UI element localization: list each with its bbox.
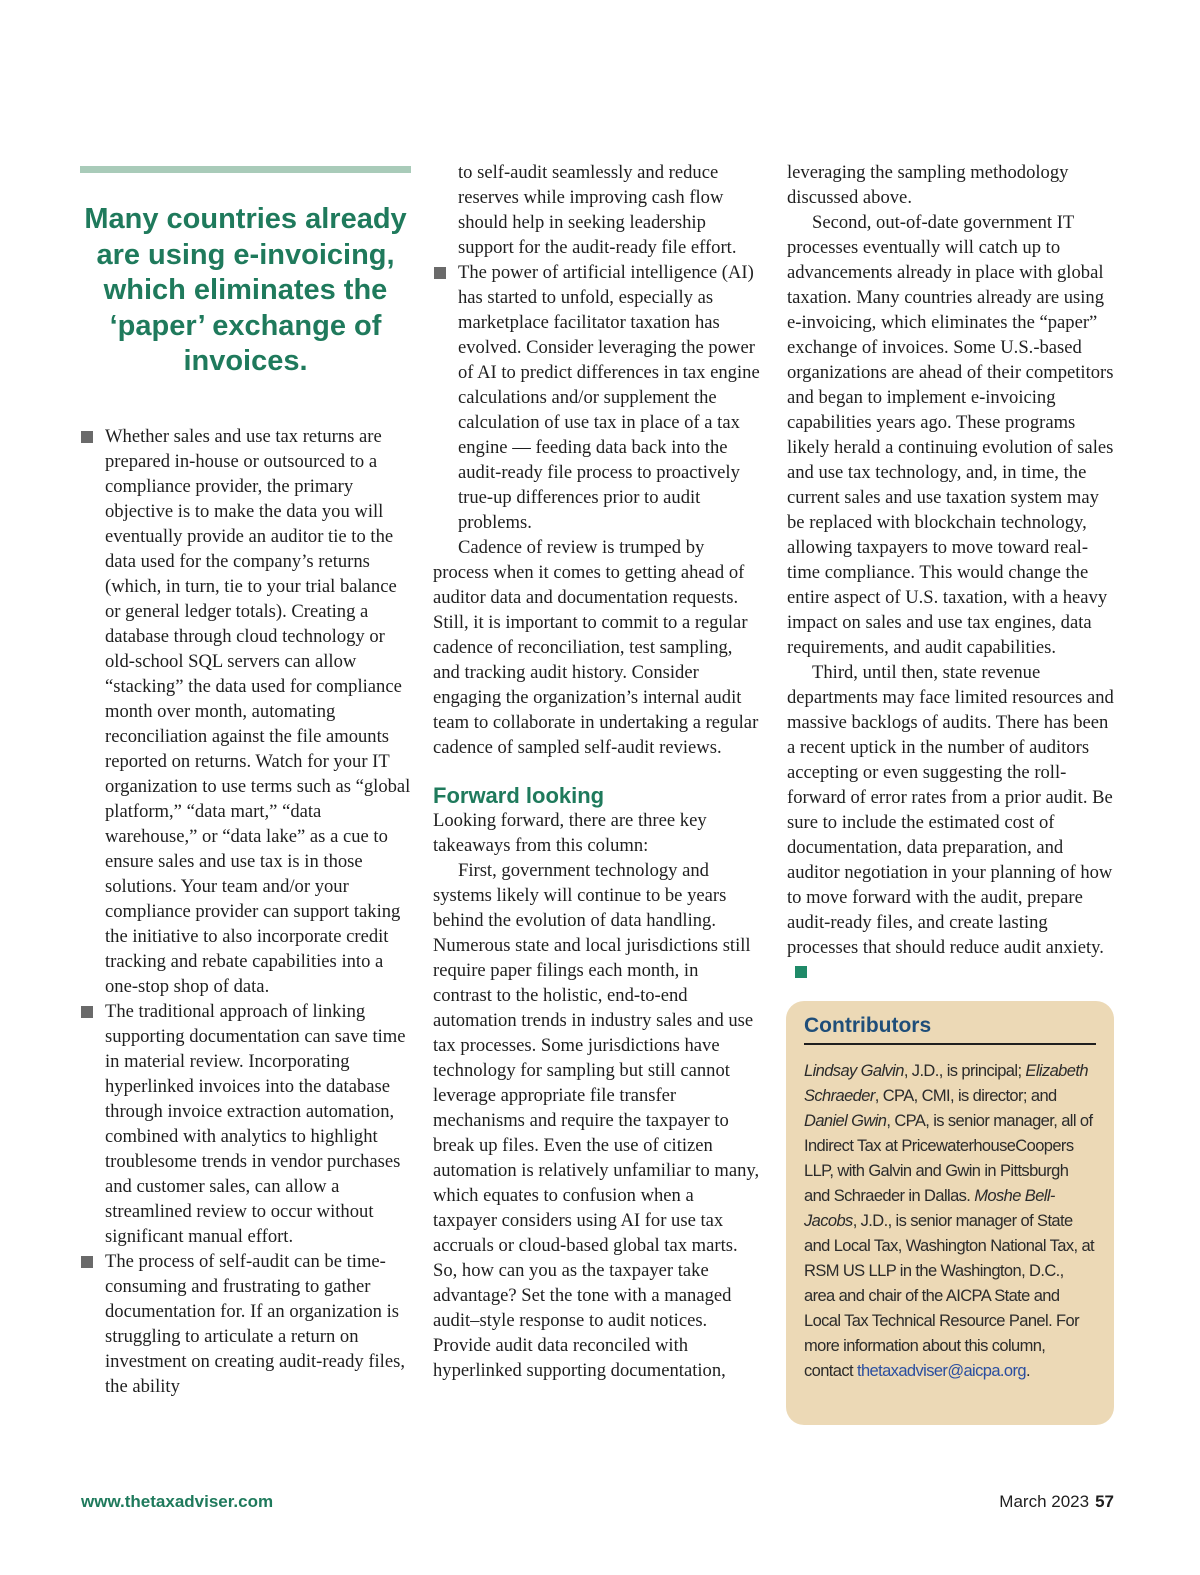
contributor-name: Moshe Bell-Jacobs bbox=[804, 1187, 1055, 1230]
contributor-bio: , CPA, is senior manager, all of Indirect Tax at PricewaterhouseCoopers LLP, with Galvin and Gwin in Pittsburgh and Schraeder in Dallas. bbox=[804, 1112, 1093, 1205]
list-item bbox=[80, 999, 411, 1249]
contributors-text bbox=[804, 1059, 1096, 1384]
bullet-list bbox=[433, 160, 761, 535]
list-item bbox=[80, 1249, 411, 1399]
paragraph-first: First, government technology and systems likely will continue to be years behind the evolution of data handling. Numerous state and local jurisdictions still require paper filings each month, in contrast to the holistic, end-to-end automation trends in industry sales and use tax processes. Some jurisdictions have technology for sampling but still cannot leverage appropriate file transfer mechanisms and require the taxpayer to break up files. Even the use of citizen automation is relatively unfamiliar to many, which equates to confusion when a taxpayer considers using AI for use tax accruals or cloud-based global tax marts. So, how can you as the taxpayer take advantage? Set the tone with a managed audit–style response to audit notices. Provide audit data reconciled with hyperlinked supporting documentation, bbox=[433, 860, 760, 1381]
contributor-bio: , CPA, CMI, is director; and bbox=[874, 1087, 1057, 1105]
paragraph-cadence: Cadence of review is trumped by process when it comes to getting ahead of auditor data and documentation requests. Still, it is important to commit to a regular cadence of reconciliation, test sampling, and tracking audit history. Consider engaging the organization’s internal audit team to collaborate in undertaking a regular cadence of sampled self-audit reviews. bbox=[433, 537, 759, 758]
contributor-name: Elizabeth Schraeder bbox=[804, 1062, 1088, 1105]
bullet-text: The process of self-audit can be time-consuming and frustrating to gather documentation for. If an organization is struggling to articulate a return on investment on creating audit-ready files, the ability bbox=[105, 1250, 405, 1397]
paragraph-intro: Looking forward, there are three key takeaways from this column: bbox=[433, 810, 707, 856]
bullet-list bbox=[80, 424, 411, 1399]
contributor-name: Lindsay Galvin bbox=[804, 1062, 904, 1080]
paragraph-third bbox=[787, 660, 1115, 985]
issue-date: March 2023 bbox=[999, 1492, 1090, 1511]
contributors-box bbox=[786, 1001, 1114, 1425]
square-bullet-icon bbox=[81, 1006, 93, 1018]
contributors-heading: Contributors bbox=[804, 1011, 1096, 1045]
bullet-text: to self-audit seamlessly and reduce reserves while improving cash flow should help in seeking leadership support for the audit-ready file effort. bbox=[458, 162, 737, 258]
bullet-text: The power of artificial intelligence (AI) has started to unfold, especially as marketplace facilitator taxation has evolved. Consider leveraging the power of AI to predict differences in tax engine calculations and/or supplement the calculation of use tax in place of a tax engine — feeding data back into the audit-ready file process to proactively true-up differences prior to audit problems. bbox=[458, 262, 760, 533]
bullet-text: The traditional approach of linking supporting documentation can save time in material review. Incorporating hyperlinked invoices into the database through invoice extraction automation, combined with analytics to highlight troublesome trends in vendor purchases and customer sales, can allow a streamlined review to occur without significant manual effort. bbox=[105, 1000, 406, 1247]
column-1 bbox=[80, 160, 411, 1399]
contributor-name: Daniel Gwin bbox=[804, 1112, 887, 1130]
paragraph-second: Second, out-of-date government IT processes eventually will catch up to advancements already in place with global taxation. Many countries already are using e-invoicing, which eliminates the “paper” exchange of invoices. Some U.S.-based organizations are ahead of their competitors and began to implement e-invoicing capabilities years ago. These programs likely herald a continuing evolution of sales and use tax technology, and, in time, the current sales and use taxation system may be replaced with blockchain technology, allowing taxpayers to move toward real-time compliance. This would change the entire aspect of U.S. taxation, with a heavy impact on sales and use tax engines, data requirements, and audit capabilities. bbox=[787, 212, 1114, 658]
contributor-bio-end: . bbox=[1025, 1362, 1030, 1380]
contact-email-link[interactable]: thetaxadviser@aicpa.org bbox=[856, 1362, 1026, 1380]
contributor-bio: , J.D., is senior manager of State and Local Tax, Washington National Tax, at RSM US LLP in the Washington, D.C., area and chair of the AICPA State and Local Tax Technical Resource Panel. For more information about this column, contact bbox=[804, 1212, 1095, 1380]
list-item bbox=[433, 260, 761, 535]
paragraph-continuation: leveraging the sampling methodology discussed above. bbox=[787, 162, 1069, 208]
square-bullet-icon bbox=[81, 431, 93, 443]
paragraph-third-text: Third, until then, state revenue departments may face limited resources and massive backlogs of audits. There has been a recent uptick in the number of auditors accepting or even suggesting the roll-forward of error rates from a prior audit. Be sure to include the estimated cost of documentation, data preparation, and auditor negotiation in your planning of how to move forward with the audit, prepare audit-ready files, and create lasting processes that should reduce audit anxiety. bbox=[787, 662, 1114, 958]
column-3 bbox=[787, 160, 1115, 985]
bullet-text: Whether sales and use tax returns are prepared in-house or outsourced to a compliance provider, the primary objective is to make the data you will eventually provide an auditor tie to the data used for the company’s returns (which, in turn, tie to your trial balance or general ledger totals). Creating a database through cloud technology or old-school SQL servers can allow “stacking” the data used for compliance month over month, automating reconciliation against the file amounts reported on returns. Watch for your IT organization to use terms such as “global platform,” “data mart,” “data warehouse,” or “data lake” as a cue to ensure sales and use tax is in those solutions. Your team and/or your compliance provider can support taking the initiative to also incorporate credit tracking and rebate capabilities into a one-stop shop of data. bbox=[105, 425, 411, 997]
pull-quote-rule bbox=[80, 166, 411, 173]
list-item-continuation bbox=[433, 160, 761, 260]
footer-website-link[interactable]: www.thetaxadviser.com bbox=[81, 1492, 274, 1511]
pull-quote: Many countries already are using e-invoicing, which eliminates the ‘paper’ exchange of invoices. bbox=[84, 203, 407, 377]
footer-issue bbox=[999, 1492, 1114, 1512]
section-heading: Forward looking bbox=[433, 783, 605, 808]
list-item bbox=[80, 424, 411, 999]
contributor-bio: , J.D., is principal; bbox=[903, 1062, 1026, 1080]
square-bullet-icon bbox=[81, 1256, 93, 1268]
page-number: 57 bbox=[1095, 1492, 1114, 1511]
end-of-article-icon bbox=[795, 966, 807, 978]
square-bullet-icon bbox=[434, 267, 446, 279]
column-2 bbox=[433, 160, 761, 1383]
